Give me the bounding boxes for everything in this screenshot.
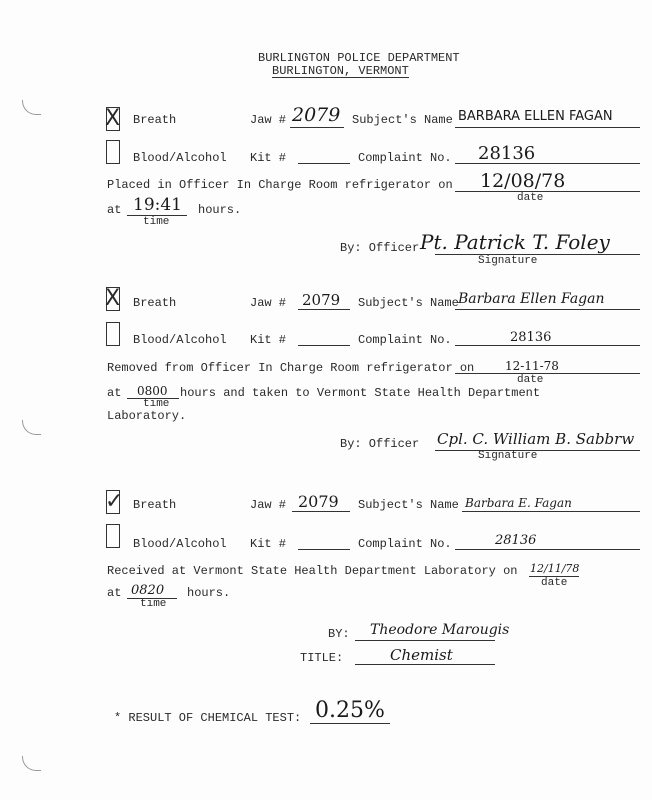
hours-label: hours.: [187, 586, 231, 600]
date-caption: date: [517, 192, 544, 204]
result-value: 0.25%: [315, 698, 385, 723]
complaint-label: Complaint No.: [358, 333, 452, 347]
by-officer-label: By: Officer: [340, 437, 420, 451]
result-label: * RESULT OF CHEMICAL TEST:: [114, 711, 302, 725]
complaint-line: [455, 549, 640, 550]
header-line2: BURLINGTON, VERMONT: [272, 64, 409, 78]
punch-hole-mark: [22, 756, 41, 771]
statement: Removed from Officer In Charge Room refrigerator on: [107, 361, 475, 375]
subject-label: Subject's Name: [358, 498, 459, 512]
by-label: BY:: [328, 627, 350, 641]
breath-checkbox[interactable]: X: [105, 106, 121, 131]
subject-value: Barbara Ellen Fagan: [458, 291, 605, 307]
time-value: 0800: [137, 384, 168, 398]
date-value: 12-11-78: [505, 359, 559, 373]
date-value: 12/11/78: [530, 562, 580, 575]
jaw-label: Jaw #: [250, 113, 287, 127]
jaw-value: 2079: [302, 291, 341, 309]
subject-line: [462, 511, 640, 512]
date-caption: date: [541, 577, 568, 589]
hours-label: hours.: [198, 203, 242, 217]
complaint-value: 28136: [510, 330, 552, 345]
breath-label: Breath: [133, 113, 177, 127]
kit-line: [298, 345, 350, 346]
at-label: at: [107, 386, 122, 400]
time-value: 0820: [131, 583, 165, 598]
time-value: 19:41: [133, 195, 182, 215]
blood-label: Blood/Alcohol: [133, 151, 227, 165]
complaint-label: Complaint No.: [358, 537, 452, 551]
statement: Placed in Officer In Charge Room refrigerator on: [107, 178, 453, 192]
by-line: [355, 640, 495, 641]
punch-hole-mark: [22, 100, 41, 115]
title-label: TITLE:: [300, 651, 344, 665]
blood-checkbox[interactable]: [106, 524, 120, 548]
date-value: 12/08/78: [480, 170, 566, 192]
statement: Received at Vermont State Health Department Laboratory on: [107, 564, 518, 578]
blood-label: Blood/Alcohol: [133, 333, 227, 347]
signature-caption: Signature: [478, 450, 538, 462]
blood-label: Blood/Alcohol: [133, 537, 227, 551]
jaw-line: [298, 309, 350, 310]
complaint-value: 28136: [495, 533, 537, 548]
date-line: [455, 373, 640, 374]
time-caption: time: [143, 216, 170, 228]
title-value: Chemist: [390, 646, 453, 664]
kit-line: [298, 163, 350, 164]
time-caption: time: [140, 598, 167, 610]
at-label: at: [107, 586, 122, 600]
header-underline: [272, 77, 409, 78]
title-line: [355, 664, 495, 665]
subject-label: Subject's Name: [358, 296, 459, 310]
officer-signature: Pt. Patrick T. Foley: [420, 230, 610, 254]
blood-checkbox[interactable]: [106, 140, 120, 164]
result-line: [310, 723, 390, 724]
breath-checkbox[interactable]: X: [105, 286, 121, 311]
jaw-value: 2079: [298, 492, 339, 511]
jaw-line: [292, 511, 350, 512]
jaw-label: Jaw #: [250, 296, 287, 310]
jaw-line: [290, 127, 344, 128]
by-officer-label: By: Officer: [340, 241, 420, 255]
complaint-label: Complaint No.: [358, 151, 452, 165]
subject-value: Barbara E. Fagan: [465, 496, 572, 510]
chemist-signature: Theodore Marougis: [370, 622, 510, 638]
signature-line: [435, 450, 640, 451]
kit-label: Kit #: [250, 151, 287, 165]
breath-label: Breath: [133, 296, 177, 310]
jaw-label: Jaw #: [250, 498, 287, 512]
kit-line: [298, 549, 350, 550]
punch-hole-mark: [22, 420, 41, 435]
complaint-value: 28136: [478, 143, 536, 164]
hours-text-2: Laboratory.: [107, 409, 187, 423]
time-caption: time: [143, 398, 170, 410]
hours-text: hours and taken to Vermont State Health Department: [180, 386, 541, 400]
complaint-line: [455, 345, 640, 346]
breath-checkbox[interactable]: ✓: [105, 489, 124, 514]
at-label: at: [107, 203, 122, 217]
breath-label: Breath: [133, 498, 177, 512]
date-caption: date: [517, 374, 544, 386]
header-line1: BURLINGTON POLICE DEPARTMENT: [258, 51, 460, 65]
signature-line: [435, 254, 640, 255]
kit-label: Kit #: [250, 537, 287, 551]
signature-caption: Signature: [478, 255, 538, 267]
kit-label: Kit #: [250, 333, 287, 347]
subject-line: [455, 127, 640, 128]
officer-signature: Cpl. C. William B. Sabbrw: [437, 430, 635, 448]
subject-line: [455, 309, 640, 310]
subject-label: Subject's Name: [352, 113, 453, 127]
jaw-value: 2079: [292, 104, 341, 126]
subject-value: BARBARA ELLEN FAGAN: [458, 109, 613, 124]
blood-checkbox[interactable]: [106, 322, 120, 346]
